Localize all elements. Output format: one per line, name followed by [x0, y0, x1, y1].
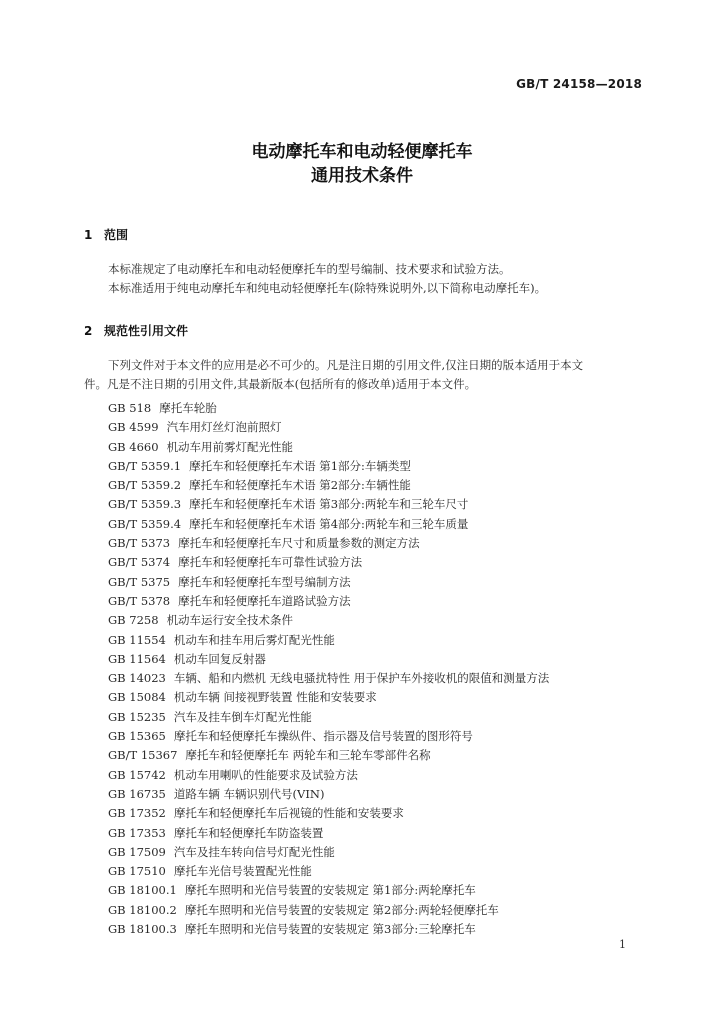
reference-title: 摩托车和轻便摩托车可靠性试验方法: [178, 555, 363, 570]
reference-item: [108, 766, 648, 785]
intro-line-1: 下列文件对于本文件的应用是必不可少的。凡是注日期的引用文件,仅注日期的版本适用于本文: [108, 358, 584, 372]
reference-title: 摩托车和轻便摩托车尺寸和质量参数的测定方法: [178, 536, 420, 551]
reference-item: [108, 515, 648, 534]
reference-title: 摩托车照明和光信号装置的安装规定 第3部分:三轮摩托车: [184, 922, 476, 937]
reference-title: 摩托车和轻便摩托车型号编制方法: [178, 574, 351, 589]
reference-code: GB/T 5375: [108, 574, 171, 589]
reference-code: GB/T 5359.1: [108, 458, 182, 473]
reference-code: GB 4599: [108, 420, 159, 435]
reference-item: [108, 688, 648, 707]
reference-title: 摩托车和轻便摩托车术语 第3部分:两轮车和三轮车尺寸: [189, 497, 469, 512]
reference-title: 摩托车轮胎: [159, 401, 217, 415]
intro-line-2: 件。凡是不注日期的引用文件,其最新版本(包括所有的修改单)适用于本文件。: [84, 377, 477, 391]
reference-item: [108, 862, 648, 881]
reference-item: [108, 843, 648, 862]
reference-title: 机动车用喇叭的性能要求及试验方法: [173, 767, 358, 782]
reference-title: 摩托车和轻便摩托车道路试验方法: [178, 593, 351, 608]
reference-title: 汽车及挂车倒车灯配光性能: [173, 709, 312, 724]
reference-item: [108, 592, 648, 611]
title-line-2: 通用技术条件: [311, 166, 413, 186]
reference-code: GB 11564: [108, 651, 166, 666]
section-2-heading: [84, 322, 188, 339]
scope-paragraph-1: 本标准规定了电动摩托车和电动轻便摩托车的型号编制、技术要求和试验方法。: [108, 262, 511, 276]
reference-code: GB 7258: [108, 613, 159, 628]
reference-code: GB 18100.2: [108, 902, 177, 917]
reference-item: [108, 438, 648, 457]
reference-item: [108, 476, 648, 495]
reference-item: [108, 418, 648, 437]
reference-title: 摩托车和轻便摩托车 两轮车和三轮车零部件名称: [185, 748, 431, 763]
reference-item: [108, 785, 648, 804]
reference-item: [108, 881, 648, 900]
reference-code: GB 17510: [108, 864, 166, 879]
reference-item: [108, 824, 648, 843]
reference-title: 摩托车照明和光信号装置的安装规定 第2部分:两轮轻便摩托车: [184, 902, 499, 917]
reference-item: [108, 457, 648, 476]
reference-title: 机动车回复反射器: [173, 651, 266, 666]
reference-title: 汽车及挂车转向信号灯配光性能: [173, 844, 335, 859]
reference-code: GB/T 5359.3: [108, 497, 182, 512]
reference-title: 汽车用灯丝灯泡前照灯: [166, 420, 282, 435]
reference-item: [108, 669, 648, 688]
reference-code: GB 15235: [108, 709, 166, 724]
reference-code: GB 15084: [108, 690, 166, 705]
reference-item: [108, 399, 648, 418]
reference-title: 摩托车光信号装置配光性能: [173, 864, 312, 879]
reference-code: GB/T 5373: [108, 536, 171, 551]
reference-item: [108, 534, 648, 553]
reference-title: 摩托车照明和光信号装置的安装规定 第1部分:两轮摩托车: [184, 883, 476, 898]
reference-code: GB 518: [108, 401, 152, 415]
reference-code: GB 14023: [108, 671, 166, 686]
reference-item: [108, 804, 648, 823]
reference-code: GB 4660: [108, 439, 159, 454]
reference-code: GB 15365: [108, 729, 166, 744]
reference-title: 机动车运行安全技术条件: [166, 613, 294, 628]
reference-item: [108, 631, 648, 650]
reference-code: GB 16735: [108, 786, 166, 801]
reference-item: [108, 611, 648, 630]
section-2-title: 规范性引用文件: [104, 324, 189, 338]
reference-item: [108, 495, 648, 514]
reference-title: 机动车用前雾灯配光性能: [166, 439, 294, 454]
reference-list: [108, 399, 648, 939]
reference-title: 道路车辆 车辆识别代号(VIN): [173, 786, 325, 801]
reference-code: GB/T 15367: [108, 748, 178, 763]
reference-item: [108, 920, 648, 939]
reference-code: GB 15742: [108, 767, 166, 782]
standard-code: GB/T 24158—2018: [516, 77, 642, 91]
reference-title: 摩托车和轻便摩托车后视镜的性能和安装要求: [173, 806, 404, 821]
section-2-number: 2: [84, 324, 93, 338]
reference-item: [108, 708, 648, 727]
section-1-title: 范围: [104, 228, 129, 242]
reference-item: [108, 650, 648, 669]
reference-title: 摩托车和轻便摩托车防盗装置: [173, 825, 324, 840]
reference-code: GB 17352: [108, 806, 166, 821]
section-1-heading: [84, 226, 128, 243]
reference-title: 摩托车和轻便摩托车术语 第1部分:车辆类型: [189, 458, 411, 473]
reference-item: [108, 727, 648, 746]
document-title: [0, 140, 724, 188]
reference-item: [108, 573, 648, 592]
reference-code: GB 17509: [108, 844, 166, 859]
reference-item: [108, 901, 648, 920]
reference-title: 摩托车和轻便摩托车术语 第2部分:车辆性能: [189, 478, 411, 493]
reference-code: GB/T 5359.2: [108, 478, 182, 493]
reference-code: GB/T 5378: [108, 593, 171, 608]
reference-code: GB/T 5359.4: [108, 516, 182, 531]
reference-item: [108, 746, 648, 765]
reference-title: 车辆、船和内燃机 无线电骚扰特性 用于保护车外接收机的限值和测量方法: [173, 671, 550, 686]
reference-code: GB 11554: [108, 632, 166, 647]
title-line-1: 电动摩托车和电动轻便摩托车: [251, 142, 473, 162]
page-number: 1: [619, 938, 626, 951]
scope-paragraph-2: 本标准适用于纯电动摩托车和纯电动轻便摩托车(除特殊说明外,以下简称电动摩托车)。: [108, 281, 547, 295]
reference-code: GB 18100.3: [108, 922, 177, 937]
section-1-body: [84, 260, 644, 298]
reference-title: 摩托车和轻便摩托车术语 第4部分:两轮车和三轮车质量: [189, 516, 469, 531]
section-1-number: 1: [84, 228, 93, 242]
reference-item: [108, 553, 648, 572]
reference-code: GB/T 5374: [108, 555, 171, 570]
reference-title: 机动车和挂车用后雾灯配光性能: [173, 632, 335, 647]
normative-intro: [84, 356, 644, 394]
reference-title: 机动车辆 间接视野装置 性能和安装要求: [173, 690, 377, 705]
reference-code: GB 18100.1: [108, 883, 177, 898]
reference-code: GB 17353: [108, 825, 166, 840]
reference-title: 摩托车和轻便摩托车操纵件、指示器及信号装置的图形符号: [173, 729, 473, 744]
